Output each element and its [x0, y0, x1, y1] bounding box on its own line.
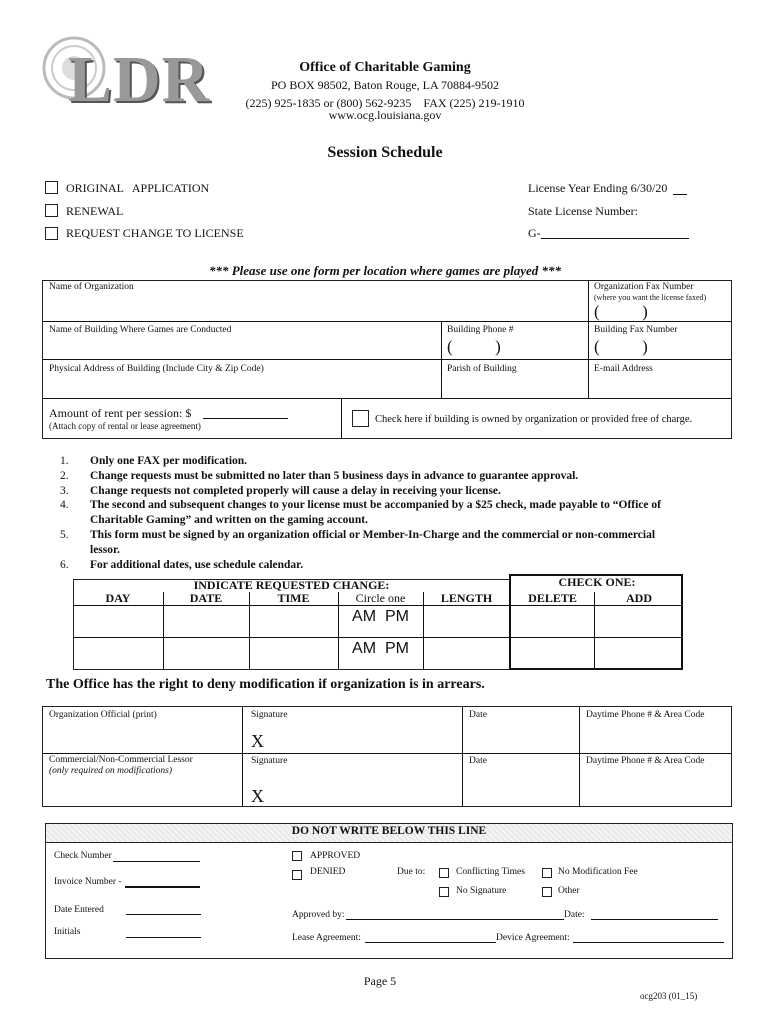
ampm-selector[interactable]: AM PM: [352, 608, 409, 625]
building-phone-label: Building Phone #: [447, 325, 514, 335]
building-phone-field[interactable]: ( ): [447, 337, 501, 356]
instruction-item: 1. Only one FAX per modification.: [60, 455, 248, 467]
date-label: Date: [469, 756, 487, 766]
date-label: Date: [469, 710, 487, 720]
signature-x[interactable]: X: [251, 731, 264, 751]
instruction-item: 3. Change requests not completed properly will cause a delay in receiving your license.: [60, 484, 501, 497]
approved-checkbox[interactable]: [292, 851, 302, 861]
signature-x[interactable]: X: [251, 786, 264, 806]
col-length: LENGTH: [440, 591, 493, 605]
initials-field[interactable]: [126, 937, 201, 938]
building-fax-field[interactable]: ( ): [594, 337, 648, 356]
building-name-field[interactable]: [44, 337, 436, 357]
instruction-item: 6. For additional dates, use schedule calendar.: [60, 558, 304, 571]
signature-label: Signature: [251, 710, 288, 720]
denied-label: DENIED: [310, 867, 346, 877]
approval-date-field[interactable]: [591, 919, 718, 920]
check-one-heading: CHECK ONE:: [558, 575, 636, 589]
page-title: Session Schedule: [327, 144, 443, 161]
check-number-label: Check Number: [54, 851, 112, 861]
change-row-day[interactable]: [74, 606, 162, 636]
renewal-checkbox[interactable]: [45, 204, 58, 217]
email-label: E-mail Address: [594, 364, 653, 374]
one-form-notice: *** Please use one form per location where games are played ***: [208, 263, 562, 278]
original-application-label: ORIGINAL APPLICATION: [66, 181, 210, 195]
col-time: TIME: [277, 591, 310, 605]
col-add: ADD: [626, 591, 652, 605]
page-number: Page 5: [363, 974, 397, 988]
change-row-time[interactable]: [250, 606, 336, 636]
logo-text: LDR: [68, 43, 211, 116]
col-day: DAY: [105, 591, 131, 605]
rent-amount-field[interactable]: [203, 418, 288, 419]
lessor-label: Commercial/Non-Commercial Lessor: [49, 755, 193, 765]
form-id: ocg203 (01_15): [640, 991, 698, 1001]
parish-label: Parish of Building: [447, 364, 517, 374]
original-application-checkbox[interactable]: [45, 181, 58, 194]
office-name: Office of Charitable Gaming: [299, 60, 471, 75]
change-row-date[interactable]: [164, 606, 248, 636]
state-license-label: State License Number:: [528, 204, 638, 218]
office-website: www.ocg.louisiana.gov: [328, 108, 442, 122]
email-field[interactable]: [590, 376, 730, 396]
instruction-item: 4. The second and subsequent changes to your license must be accompanied by a $25 check, made payable to “Office of: [60, 499, 661, 512]
invoice-number-field[interactable]: [125, 886, 200, 888]
instructions-list: [60, 454, 740, 572]
instruction-item: 2. Change requests must be submitted no later than 5 business days in advance to guarantee approval.: [60, 469, 579, 482]
other-checkbox[interactable]: [542, 887, 552, 897]
instruction-item: Charitable Gaming” and written on the gaming account.: [90, 514, 368, 527]
license-year-field[interactable]: [673, 194, 687, 195]
signature-label: Signature: [251, 756, 288, 766]
org-fax-label: Organization Fax Number: [594, 282, 694, 292]
building-owned-label: Check here if building is owned by organization or provided free of charge.: [375, 414, 693, 425]
date-entered-label: Date Entered: [54, 905, 104, 915]
office-use-box: [45, 823, 733, 959]
approval-date-label: Date:: [564, 910, 585, 920]
deny-notice: The Office has the right to deny modification if organization is in arrears.: [46, 677, 485, 692]
renewal-label: RENEWAL: [66, 204, 124, 218]
building-fax-label: Building Fax Number: [594, 325, 678, 335]
col-delete: DELETE: [528, 591, 577, 605]
instruction-item: lessor.: [90, 543, 120, 556]
approved-by-label: Approved by:: [292, 910, 345, 920]
invoice-number-label: Invoice Number -: [54, 877, 122, 887]
ampm-selector[interactable]: AM PM: [352, 640, 409, 657]
approved-label: APPROVED: [310, 851, 361, 861]
other-label: Other: [558, 886, 580, 896]
no-signature-checkbox[interactable]: [439, 887, 449, 897]
org-name-field[interactable]: [44, 294, 584, 318]
lessor-note: (only required on modifications): [49, 766, 173, 776]
col-circle-one: Circle one: [355, 591, 406, 605]
license-year-label: License Year Ending 6/30/20: [528, 181, 668, 195]
approved-by-field[interactable]: [346, 919, 564, 920]
device-agreement-label: Device Agreement:: [496, 933, 570, 943]
date-entered-field[interactable]: [126, 914, 201, 915]
building-address-label: Physical Address of Building (Include City & Zip Code): [49, 364, 264, 374]
conflicting-times-label: Conflicting Times: [456, 867, 525, 877]
no-signature-label: No Signature: [456, 886, 507, 896]
conflicting-times-checkbox[interactable]: [439, 868, 449, 878]
building-owned-checkbox[interactable]: [352, 410, 369, 427]
check-number-field[interactable]: [113, 861, 200, 862]
office-use-heading: DO NOT WRITE BELOW THIS LINE: [291, 825, 487, 837]
due-to-label: Due to:: [397, 867, 426, 877]
no-mod-fee-label: No Modification Fee: [558, 867, 638, 877]
device-agreement-field[interactable]: [573, 942, 724, 943]
lease-agreement-field[interactable]: [365, 942, 496, 943]
request-change-checkbox[interactable]: [45, 227, 58, 240]
org-fax-field[interactable]: ( ): [594, 302, 648, 321]
instruction-item: 5. This form must be signed by an organization official or Member-In-Charge and the commercial or non-commercial: [60, 528, 656, 541]
g-prefix-label: G-: [528, 226, 541, 240]
initials-label: Initials: [54, 927, 81, 937]
building-name-label: Name of Building Where Games are Conducted: [49, 325, 232, 335]
official-label: Organization Official (print): [49, 710, 157, 720]
building-address-field[interactable]: [44, 376, 436, 396]
rent-note: (Attach copy of rental or lease agreement): [49, 421, 201, 431]
rent-label: Amount of rent per session: $: [49, 406, 192, 420]
phone-label: Daytime Phone # & Area Code: [586, 756, 705, 766]
org-name-label: Name of Organization: [49, 282, 134, 292]
lease-agreement-label: Lease Agreement:: [292, 933, 361, 943]
org-fax-note: (where you want the license faxed): [594, 293, 707, 302]
indicate-change-heading: INDICATE REQUESTED CHANGE:: [193, 578, 390, 592]
no-mod-fee-checkbox[interactable]: [542, 868, 552, 878]
denied-checkbox[interactable]: [292, 870, 302, 880]
license-number-field[interactable]: [541, 238, 689, 239]
parish-field[interactable]: [444, 376, 584, 396]
office-phones: (225) 925-1835 or (800) 562-9235 FAX (225) 219-1910: [245, 96, 525, 110]
request-change-label: REQUEST CHANGE TO LICENSE: [66, 226, 244, 240]
col-date: DATE: [189, 591, 223, 605]
office-address: PO BOX 98502, Baton Rouge, LA 70884-9502: [271, 78, 499, 92]
phone-label: Daytime Phone # & Area Code: [586, 710, 705, 720]
